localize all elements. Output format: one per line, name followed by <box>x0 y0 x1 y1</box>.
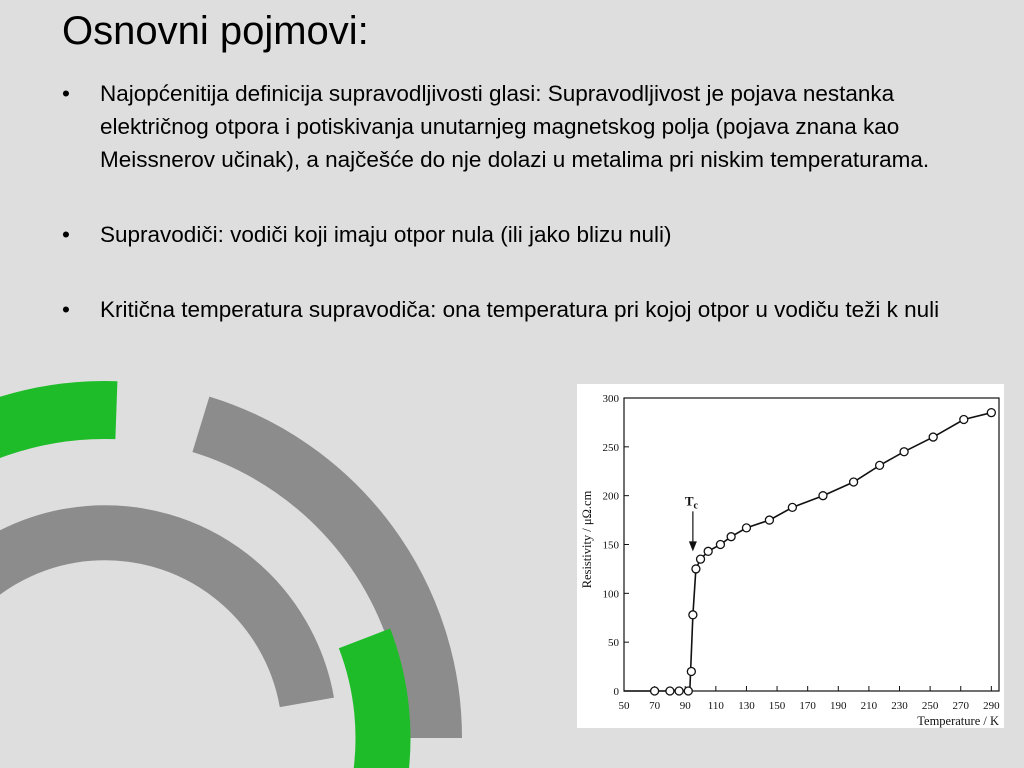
x-tick-label: 190 <box>830 700 847 712</box>
y-tick-label: 300 <box>602 393 619 405</box>
bullet-text: Najopćenitija definicija supravodljivosti glasi: Supravodljivost je pojava nestanka električnog otpora i potiskivanja unutarnjeg magnetskog polja (pojava znana kao Meissnerov učinak), a najčešće do nje dolazi u metalima pri niskim temperaturama. <box>100 81 930 172</box>
x-tick-label: 70 <box>649 700 661 712</box>
axis-ticks <box>624 398 991 691</box>
slide-title: Osnovni pojmovi: <box>62 9 369 53</box>
y-tick-label: 250 <box>602 441 619 454</box>
data-point <box>675 687 683 695</box>
bullet-marker: • <box>62 297 70 322</box>
x-tick-label: 90 <box>679 700 691 712</box>
data-point <box>900 448 908 456</box>
tc-label-main: T <box>684 493 694 509</box>
bullet-list <box>62 77 962 326</box>
data-point <box>765 516 773 524</box>
data-point <box>704 547 712 555</box>
gray-inner-arc <box>0 533 307 735</box>
bullet-marker: • <box>62 81 70 106</box>
tc-label <box>685 493 699 511</box>
tc-label-sub: c <box>693 500 699 512</box>
tc-arrow-head <box>689 541 697 551</box>
x-axis-label: Temperature / K <box>917 714 999 728</box>
data-point <box>666 687 674 695</box>
data-point <box>727 533 735 541</box>
x-tick-label: 150 <box>768 700 786 712</box>
data-point <box>651 687 659 695</box>
data-point <box>716 541 724 549</box>
green-right-arc <box>365 638 384 768</box>
data-points <box>651 409 996 695</box>
plot-frame <box>624 398 999 691</box>
y-tick-label: 50 <box>608 637 619 650</box>
green-left-arc <box>0 410 116 487</box>
tick-labels <box>603 393 1001 712</box>
bullet-item <box>62 293 962 326</box>
data-point <box>697 555 705 563</box>
y-axis-label: Resistivity / μΩ.cm <box>580 490 594 589</box>
x-tick-label: 250 <box>921 700 939 712</box>
data-point <box>929 433 937 441</box>
data-point <box>742 524 750 532</box>
data-point <box>684 687 692 695</box>
y-tick-label: 0 <box>613 686 619 698</box>
x-tick-label: 170 <box>799 700 816 712</box>
resistivity-chart-svg <box>577 384 1004 728</box>
data-point <box>819 492 827 500</box>
x-tick-label: 210 <box>860 700 878 712</box>
resistivity-chart <box>577 384 1004 728</box>
data-point <box>788 503 796 511</box>
y-tick-label: 200 <box>602 490 619 503</box>
data-point <box>987 409 995 417</box>
x-tick-label: 130 <box>738 700 755 712</box>
bullet-text: Kritična temperatura supravodiča: ona temperatura pri kojoj otpor u vodiču teži k nuli <box>100 297 940 322</box>
data-point <box>692 565 700 573</box>
data-point <box>960 415 968 423</box>
x-tick-label: 270 <box>952 700 969 712</box>
data-point <box>689 611 697 619</box>
x-tick-label: 110 <box>707 700 724 712</box>
y-tick-label: 150 <box>602 539 619 552</box>
bullet-text: Supravodiči: vodiči koji imaju otpor nula (ili jako blizu nuli) <box>100 222 672 247</box>
x-tick-label: 290 <box>983 700 1000 712</box>
bullet-marker: • <box>62 222 70 247</box>
data-point <box>876 461 884 469</box>
resistivity-curve <box>624 413 991 691</box>
x-tick-label: 50 <box>618 700 630 712</box>
data-point <box>687 667 695 675</box>
bullet-item <box>62 77 962 176</box>
y-tick-label: 100 <box>602 588 619 601</box>
bullet-item <box>62 218 962 251</box>
data-point <box>850 478 858 486</box>
x-tick-label: 230 <box>891 700 908 712</box>
